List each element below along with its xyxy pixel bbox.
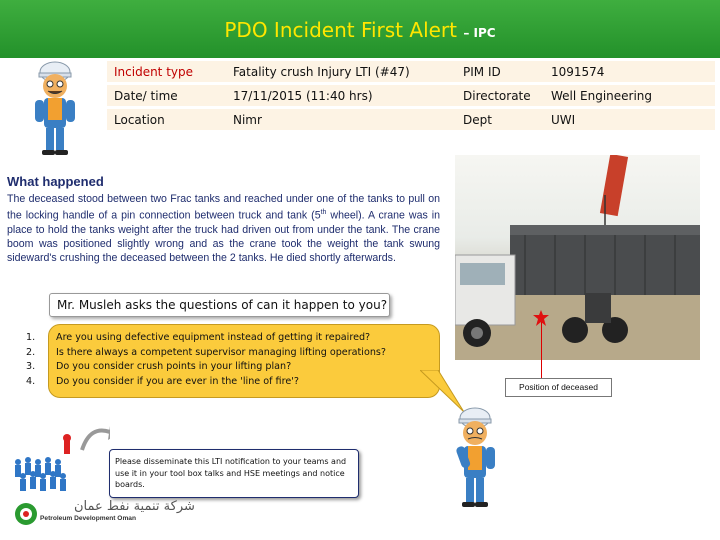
dissemination-notice: Please disseminate this LTI notification to your teams and use it in your tool box talks and HSE meetings and notice boards. <box>109 449 359 498</box>
directorate-value: Well Engineering <box>544 85 715 106</box>
incident-type-value: Fatality crush Injury LTI (#47) <box>226 61 456 82</box>
questions-list <box>26 331 438 389</box>
questions-intro: Mr. Musleh asks the questions of can it happen to you? <box>49 293 390 317</box>
safety-mascot-icon <box>20 58 90 158</box>
page-title <box>0 18 720 42</box>
incident-type-label: Incident type <box>107 61 226 82</box>
question-number: 3. <box>26 361 36 372</box>
dept-label: Dept <box>456 109 544 130</box>
incident-info-table <box>107 58 715 133</box>
logo-arabic-text: شركة تنمية نفط عمان <box>74 499 195 514</box>
question-text: Do you consider if you are ever in the 'line of fire'? <box>56 375 299 387</box>
what-happened-text-a: The deceased stood between two Frac tanks and reached under one of the tanks to pull on the locking handle of a pin connection between truck and tank (5 <box>7 193 440 222</box>
question-number: 1. <box>26 332 36 343</box>
dept-value: UWI <box>544 109 715 130</box>
location-value: Nimr <box>226 109 456 130</box>
position-marker-icon <box>533 310 549 326</box>
location-label: Location <box>107 109 226 130</box>
question-text: Do you consider crush points in your lifting plan? <box>56 361 292 372</box>
dissemination-icon <box>10 420 110 500</box>
list-item <box>26 346 438 361</box>
date-time-value: 17/11/2015 (11:40 hrs) <box>226 85 456 106</box>
question-text: Are you using defective equipment instead of getting it repaired? <box>56 332 371 343</box>
safety-mascot-icon <box>440 405 510 513</box>
pointer-line <box>541 318 542 380</box>
pim-id-value: 1091574 <box>544 61 715 82</box>
date-time-label: Date/ time <box>107 85 226 106</box>
title-subtitle: – IPC <box>463 26 496 40</box>
list-item <box>26 331 438 346</box>
directorate-label: Directorate <box>456 85 544 106</box>
question-text: Is there always a competent supervisor managing lifting operations? <box>56 346 386 358</box>
list-item <box>26 360 438 375</box>
what-happened-text-b: wheel). A crane was in place to hold the tanks weight after the truck had driven out from under the tank. The crane boom was positioned slightly wrong and as the crane took the weight the tank swung sideward's crushing the deceased between the 2 tanks. He died shortly afterwards. <box>7 209 440 265</box>
question-number: 4. <box>26 375 36 387</box>
logo-text: Petroleum Development Oman <box>40 515 136 522</box>
what-happened-heading: What happened <box>7 174 104 189</box>
table-row <box>107 85 715 106</box>
ordinal-suffix: th <box>320 209 327 217</box>
pdo-logo-icon <box>14 502 38 526</box>
list-item <box>26 375 438 390</box>
question-number: 2. <box>26 346 36 358</box>
pim-id-label: PIM ID <box>456 61 544 82</box>
table-row <box>107 61 715 82</box>
table-row <box>107 109 715 130</box>
photo-caption: Position of deceased <box>505 378 612 397</box>
what-happened-text <box>7 192 440 266</box>
header-bar <box>0 0 720 58</box>
incident-photo <box>455 155 700 360</box>
title-text: PDO Incident First Alert <box>224 18 457 42</box>
incident-scene-icon <box>455 155 700 360</box>
